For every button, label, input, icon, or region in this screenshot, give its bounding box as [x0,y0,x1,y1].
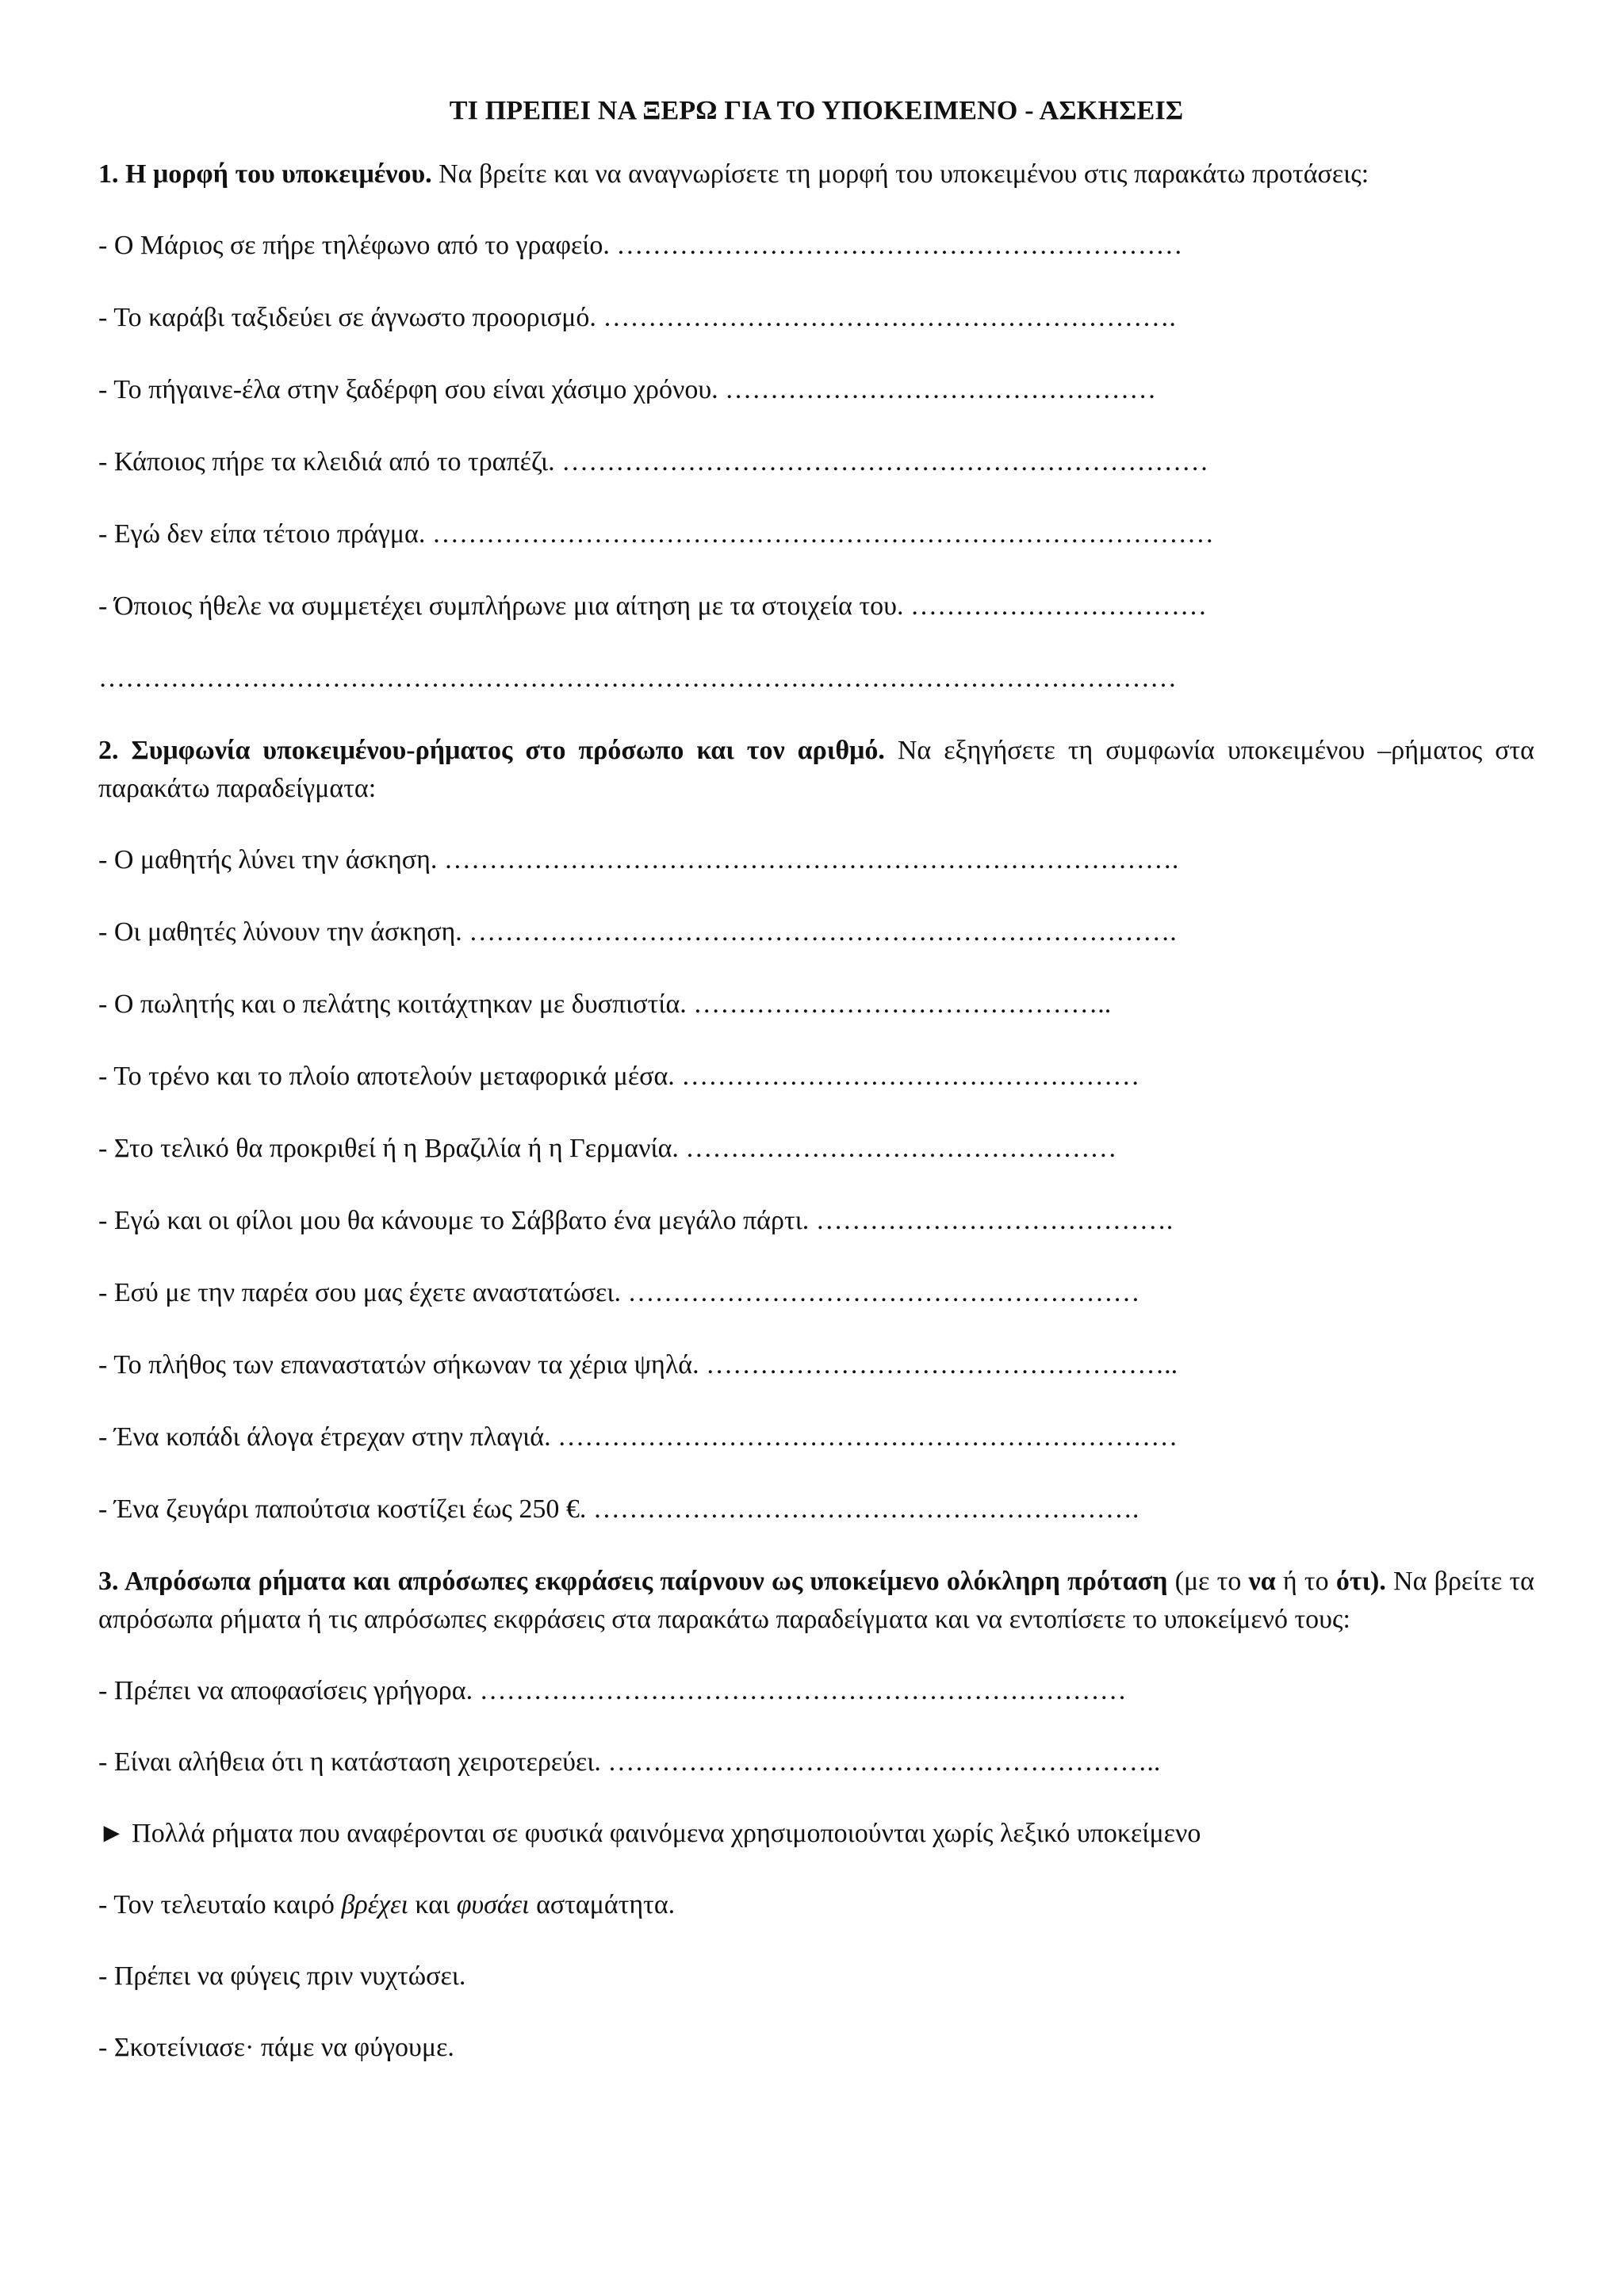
section-3-heading: 3. Απρόσωπα ρήματα και απρόσωπες εκφράσεις παίρνουν ως υποκείμενο ολόκληρη πρόταση [98,1567,1168,1596]
exercise-line: - Το πλήθος των επαναστατών σήκωναν τα χέρια ψηλά. …………………………………………….. [98,1350,1178,1380]
exercise-line: - Εγώ δεν είπα τέτοιο πράγμα. …………………………………………………………………………… [98,519,1214,549]
exercise-line: - Στο τελικό θα προκριθεί ή η Βραζιλία ή η Γερμανία. ………………………………………… [98,1134,1117,1163]
example-1-verb-wind: φυσάει [456,1890,530,1919]
exercise-line: - Ο πωλητής και ο πελάτης κοιτάχτηκαν με δυσπιστία. ……………………………………….. [98,989,1112,1019]
exercise-line: - Το πήγαινε-έλα στην ξαδέρφη σου είναι χάσιμο χρόνου. ………………………………………… [98,375,1157,404]
exercise-line: - Ένα ζευγάρι παπούτσια κοστίζει έως 250 €. ……………………………………………………. [98,1494,1139,1524]
page-title: ΤΙ ΠΡΕΠΕΙ ΝΑ ΞΕΡΩ ΓΙΑ ΤΟ ΥΠΟΚΕΙΜΕΝΟ - ΑΣΚΗΣΕΙΣ [449,96,1184,125]
exercise-line: - Είναι αλήθεια ότι η κατάσταση χειροτερεύει. …………………………………………………….. [98,1747,1161,1777]
section-subject-form [98,155,1534,698]
section-1-heading: 1. Η μορφή του υποκειμένου. [98,159,432,189]
section-3-oti: ότι). [1335,1567,1386,1596]
exercise-line: - Ο Μάριος σε πήρε τηλέφωνο από το γραφείο. ……………………………………………………… [98,231,1183,260]
section-1-instruction [98,155,1534,193]
section-3-instruction-text: Να βρείτε τα απρόσωπα ρήματα ή τις απρόσωπες εκφράσεις στα παρακάτω παραδείγματα και να εντοπίσετε το υποκείμενό τους: [98,1567,1534,1634]
section-2-instruction [98,732,1534,808]
section-3-paren-open: (με το [1167,1567,1249,1596]
section-3-instruction [98,1563,1534,1639]
section-2-heading: 2. Συμφωνία υποκειμένου-ρήματος στο πρόσωπο και τον αριθμό. [98,736,885,765]
exercise-line: - Πρέπει να αποφασίσεις γρήγορα. ……………………………………………………………… [98,1676,1127,1705]
exercise-line: - Ο μαθητής λύνει την άσκηση. ………………………………………………………………………. [98,845,1179,874]
example-1-mid: και [408,1890,457,1919]
exercise-line: - Εγώ και οι φίλοι μου θα κάνουμε το Σάββατο ένα μεγάλο πάρτι. …………………………………. [98,1206,1174,1235]
exercise-line: - Το καράβι ταξιδεύει σε άγνωστο προορισμό. ………………………………………………………. [98,303,1176,332]
section-impersonal-verbs [98,1563,1534,2067]
exercise-line: - Κάποιος πήρε τα κλειδιά από το τραπέζι. ……………………………………………………………… [98,447,1209,476]
exercise-line: - Εσύ με την παρέα σου μας έχετε αναστατώσει. ………………………………………………… [98,1278,1140,1307]
example-1-pre: - Τον τελευταίο καιρό [98,1890,342,1919]
example-line [98,1886,1534,1924]
example-1-post: ασταμάτητα. [529,1890,676,1919]
example-line: - Σκοτείνιασε· πάμε να φύγουμε. [98,2033,454,2062]
answer-dotted-line: ………………………………………………………………………………………………………… [98,664,1177,693]
exercise-line: - Ένα κοπάδι άλογα έτρεχαν στην πλαγιά. …………………………………………………………… [98,1422,1178,1452]
example-line: - Πρέπει να φύγεις πριν νυχτώσει. [98,1961,466,1991]
exercise-line: - Το τρένο και το πλοίο αποτελούν μεταφορικά μέσα. …………………………………………… [98,1062,1140,1091]
exercise-line: - Οι μαθητές λύνουν την άσκηση. ……………………………………………………………………. [98,917,1177,947]
exercise-line: - Όποιος ήθελε να συμμετέχει συμπλήρωνε μια αίτηση με τα στοιχεία του. …………………………… [98,591,1207,621]
example-1-verb-rain: βρέχει [341,1890,408,1919]
section-2-instruction-text: Να εξηγήσετε τη συμφωνία υποκειμένου –ρήματος στα παρακάτω παραδείγματα: [98,736,1534,803]
section-1-instruction-text: Να βρείτε και να αναγνωρίσετε τη μορφή του υποκειμένου στις παρακάτω προτάσεις: [431,159,1369,189]
section-3-na: να [1248,1567,1276,1596]
note-line: ► Πολλά ρήματα που αναφέρονται σε φυσικά φαινόμενα χρησιμοποιούνται χωρίς λεξικό υποκείμενο [98,1819,1201,1848]
section-3-or: ή το [1275,1567,1336,1596]
section-subject-verb-agreement [98,732,1534,1529]
